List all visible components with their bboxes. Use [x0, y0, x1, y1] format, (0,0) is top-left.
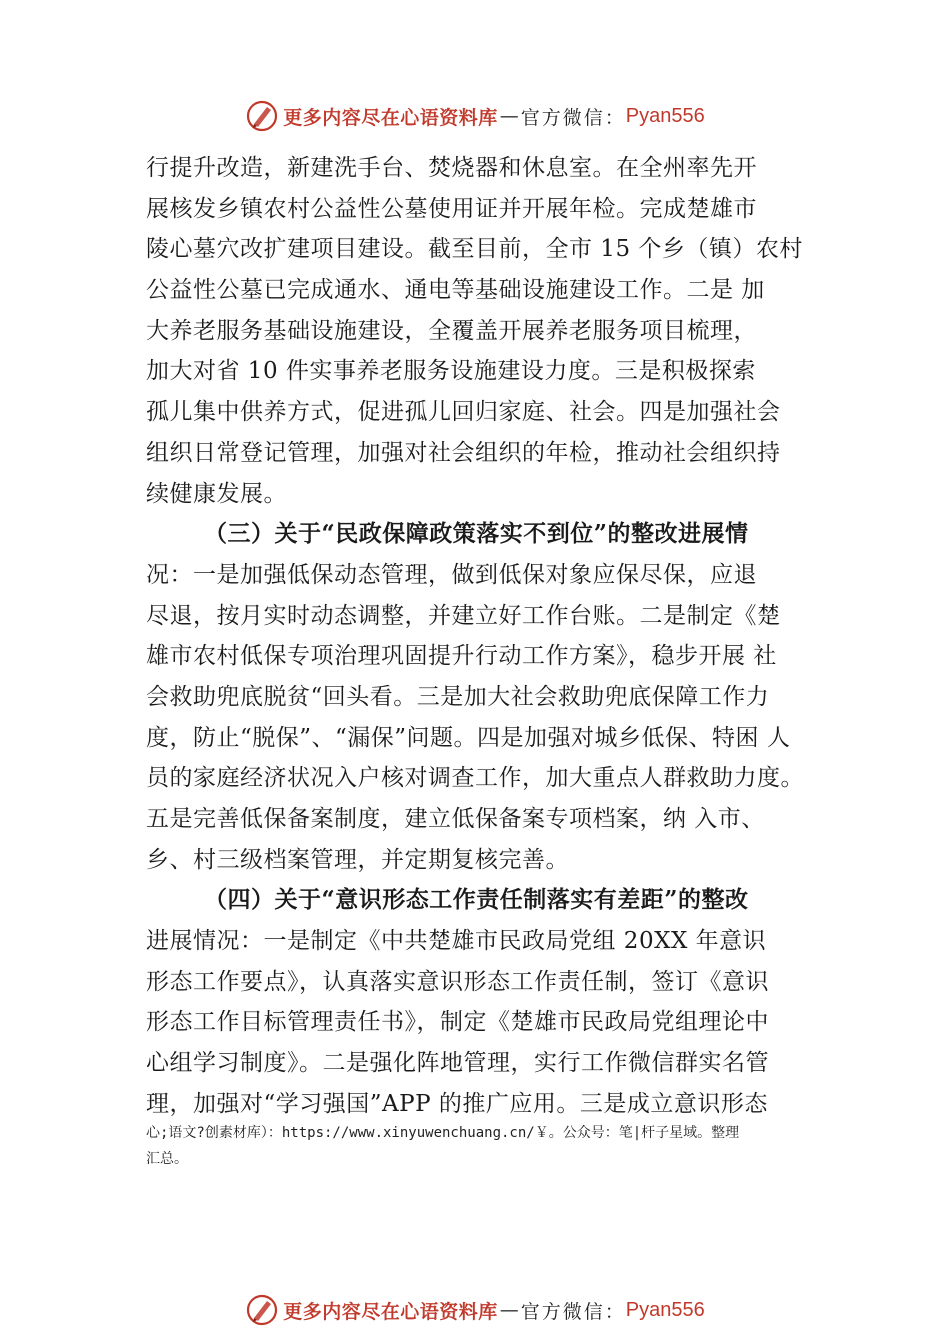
header-banner	[0, 96, 950, 136]
banner-title: 更多内容尽在心语资料库	[283, 1300, 498, 1323]
footer-banner	[0, 1290, 950, 1330]
body-line: 展核发乡镇农村公益性公墓使用证并开展年检。完成楚雄市	[146, 195, 757, 222]
banner-wechat-label: 官方微信：	[520, 106, 626, 129]
body-line: 况：一是加强低保动态管理，做到低保对象应保尽保，应退	[146, 561, 757, 588]
source-footnote	[146, 1120, 846, 1172]
footnote-line-2: 汇总。	[146, 1151, 188, 1167]
body-line: 进展情况：一是制定《中共楚雄市民政局党组 20XX 年意识	[146, 928, 767, 955]
body-line: 公益性公墓已完成通水、通电等基础设施建设工作。二是 加	[146, 277, 765, 304]
body-line: 尽退，按月实时动态调整，并建立好工作台账。二是制定《楚	[146, 602, 781, 629]
pen-circle-logo-icon	[245, 99, 279, 133]
body-line: 加大对省 10 件实事养老服务设施建设力度。三是积极探索	[146, 358, 756, 385]
banner-title: 更多内容尽在心语资料库	[283, 106, 498, 129]
body-line: 孤儿集中供养方式，促进孤儿回归家庭、社会。四是加强社会	[146, 399, 781, 426]
body-line: 行提升改造，新建洗手台、焚烧器和休息室。在全州率先开	[146, 155, 757, 181]
section-heading-4: （四）关于“意识形态工作责任制落实有差距”的整改	[204, 886, 749, 914]
body-line: 陵心墓穴改扩建项目建设。截至目前，全市 15 个乡（镇）农村	[146, 236, 803, 263]
body-line: 大养老服务基础设施建设，全覆盖开展养老服务项目梳理，	[146, 317, 757, 344]
body-line: 理，加强对“学习强国”APP 的推广应用。三是成立意识形态	[146, 1090, 768, 1117]
footnote-line-1: 心;语文?创素材库）：https://www.xinyuwenchuang.cn/￥。公众号：笔|杆子星域。整理	[146, 1125, 740, 1141]
body-line: 形态工作要点》，认真落实意识形态工作责任制，签订《意识	[146, 968, 769, 995]
banner-separator: —	[499, 1299, 519, 1321]
body-line: 乡、村三级档案管理，并定期复核完善。	[146, 846, 569, 873]
pen-circle-logo-icon	[245, 1293, 279, 1327]
body-line: 雄市农村低保专项治理巩固提升行动工作方案》，稳步开展 社	[146, 643, 777, 670]
body-line: 续健康发展。	[146, 480, 287, 507]
banner-wechat-id: Pyan556	[625, 104, 705, 127]
body-line: 员的家庭经济状况入户核对调查工作，加大重点人群救助力度。	[146, 765, 804, 792]
body-line: 度，防止“脱保”、“漏保”问题。四是加强对城乡低保、特困 人	[146, 724, 791, 751]
section-heading-3: （三）关于“民政保障政策落实不到位”的整改进展情	[204, 520, 749, 548]
banner-wechat-id: Pyan556	[625, 1298, 705, 1321]
banner-wechat-label: 官方微信：	[520, 1300, 626, 1323]
banner-separator: —	[499, 105, 519, 127]
body-line: 会救助兜底脱贫“回头看。三是加大社会救助兜底保障工作力	[146, 683, 770, 710]
document-body	[146, 148, 826, 1125]
body-line: 心组学习制度》。二是强化阵地管理，实行工作微信群实名管	[146, 1050, 769, 1077]
body-line: 组织日常登记管理，加强对社会组织的年检，推动社会组织持	[146, 439, 781, 466]
body-line: 五是完善低保备案制度，建立低保备案专项档案，纳 入市、	[146, 806, 765, 832]
body-line: 形态工作目标管理责任书》，制定《楚雄市民政局党组理论中	[146, 1009, 769, 1036]
